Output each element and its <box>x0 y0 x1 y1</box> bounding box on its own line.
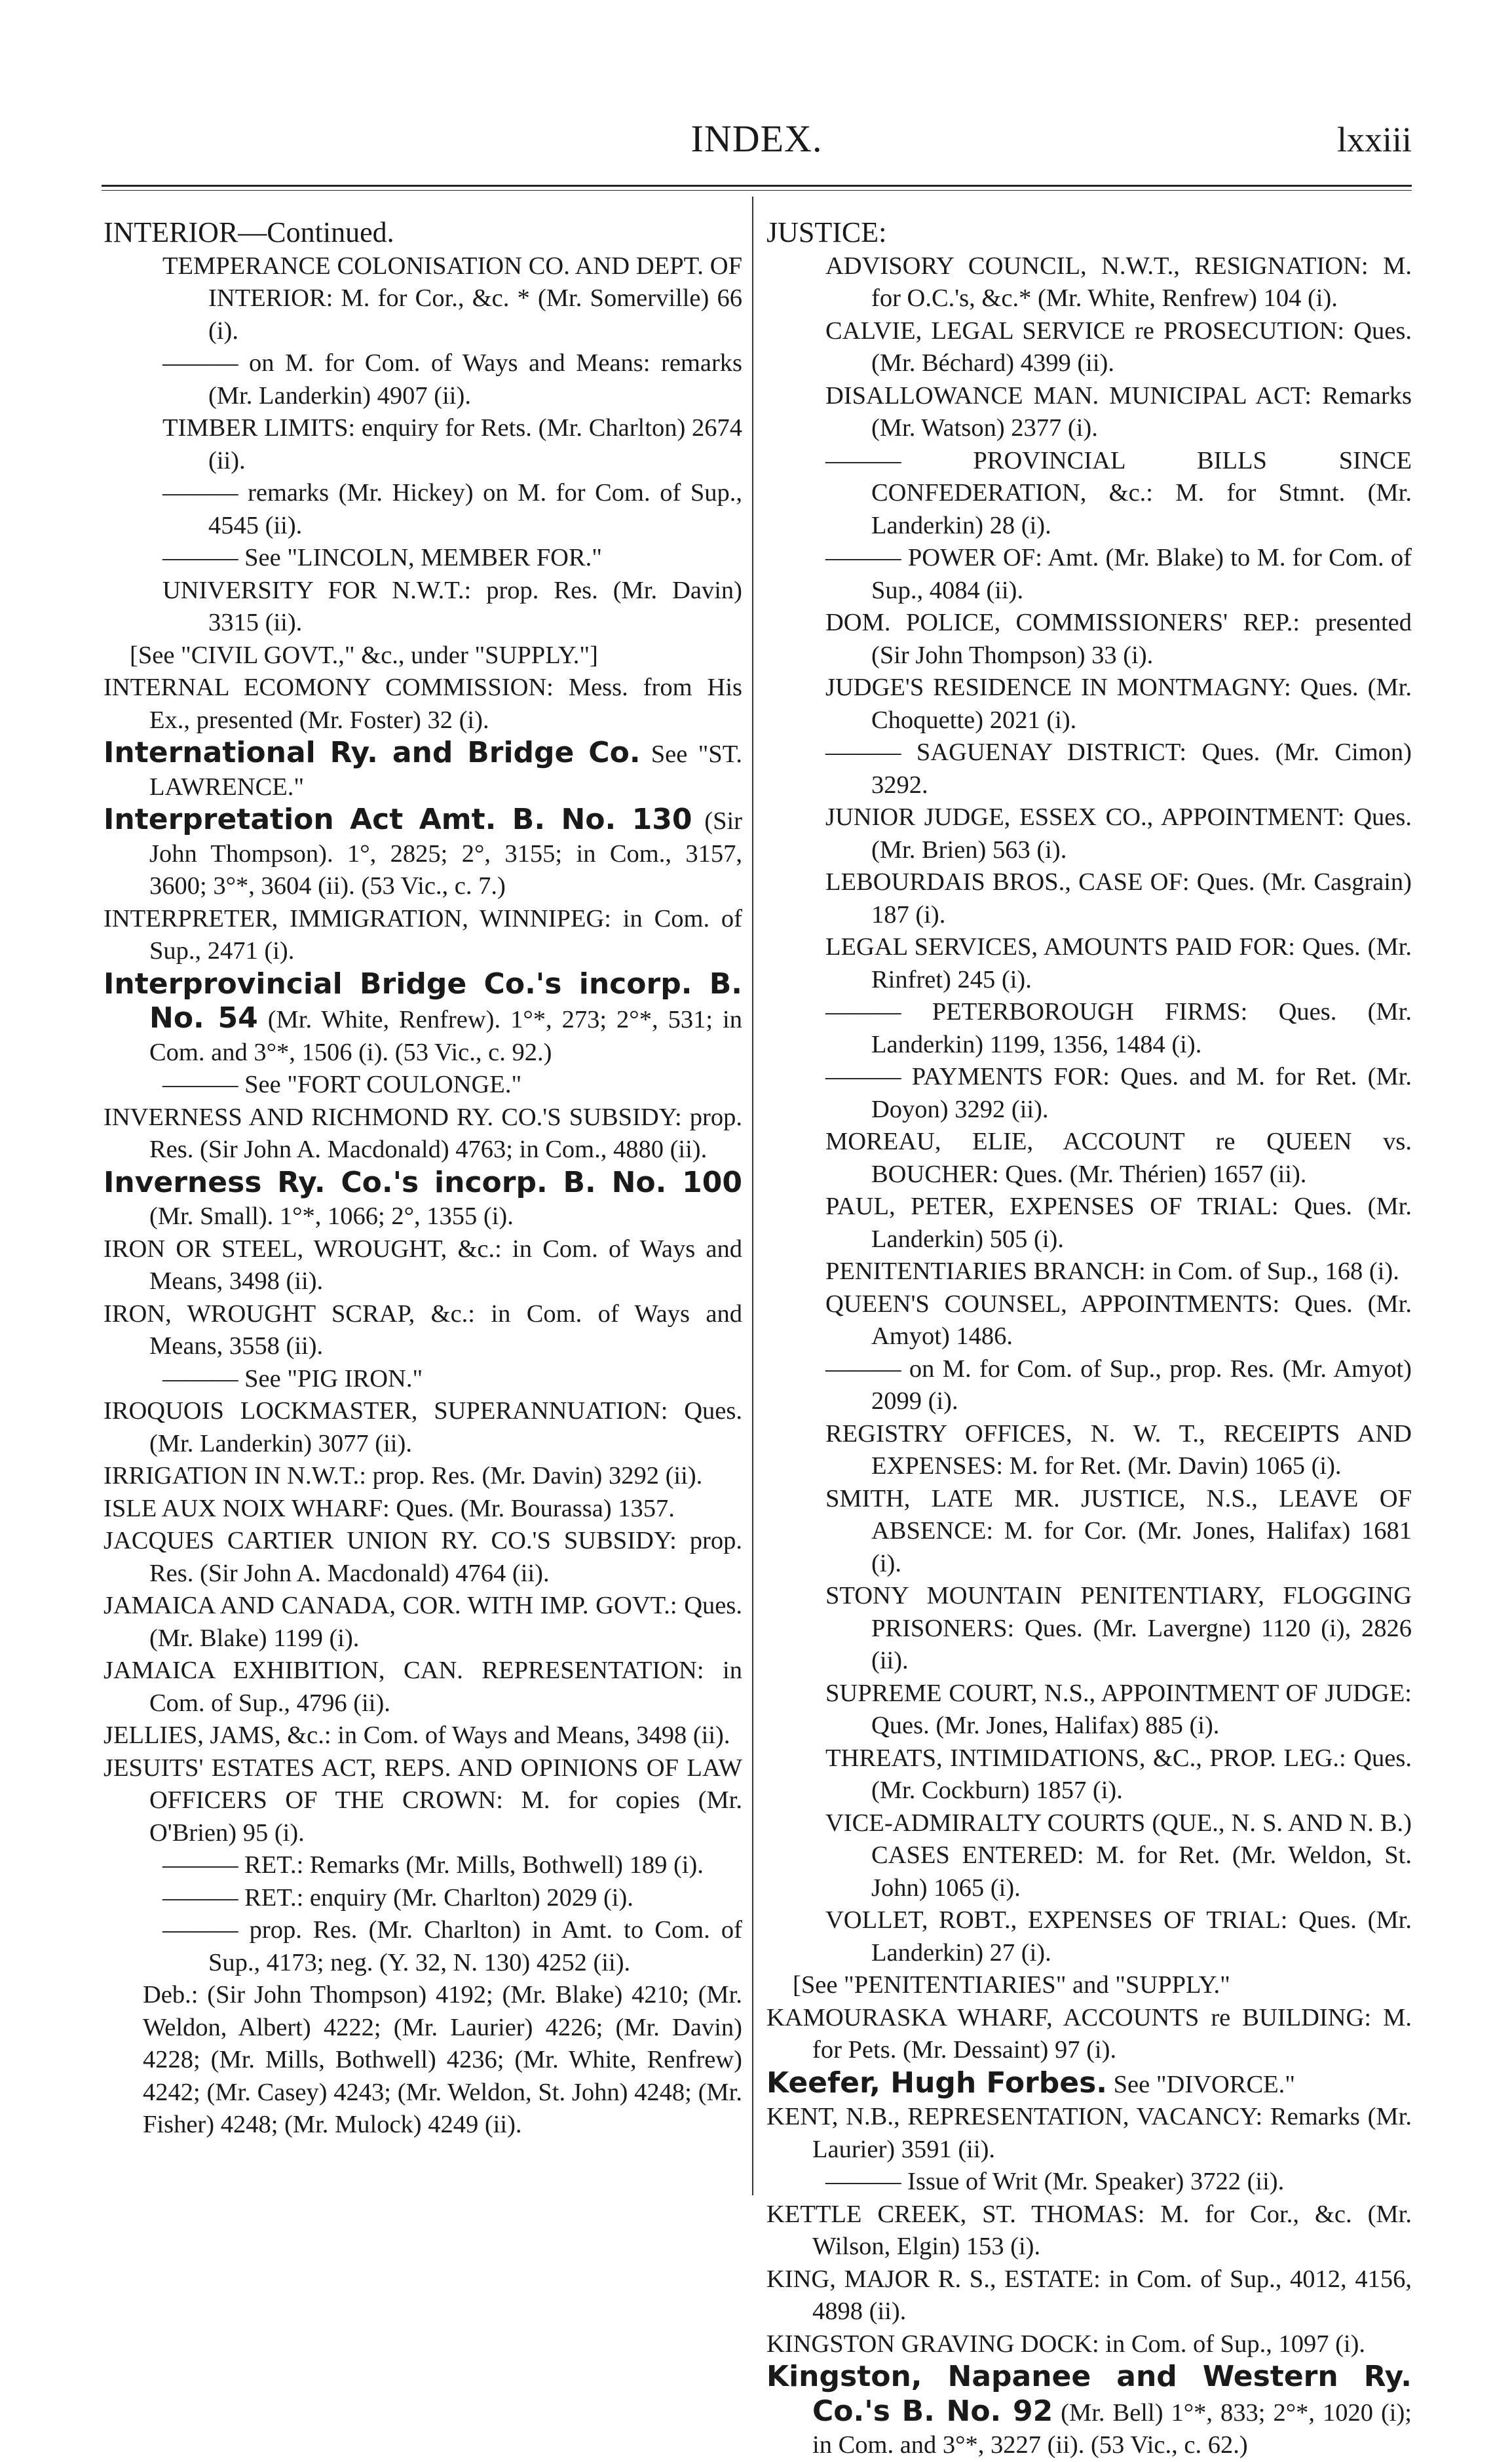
entry-text: INVERNESS AND RICHMOND RY. CO.'S SUBSIDY: prop. Res. (Sir John A. Macdonald) 4763; in Com., 4880 (ii). <box>104 1103 742 1163</box>
bill-title: Keefer, Hugh Forbes. <box>766 2066 1107 2100</box>
index-subentry <box>766 445 1412 543</box>
entry-text: ——— See "FORT COULONGE." <box>162 1071 522 1098</box>
index-subentry <box>766 607 1412 672</box>
entry-text: [See "CIVIL GOVT.," &c., under "SUPPLY."] <box>130 641 598 669</box>
entry-text: SUPREME COURT, N.S., APPOINTMENT OF JUDGE: Ques. (Mr. Jones, Halifax) 885 (i). <box>825 1679 1412 1739</box>
entry-text: LEGAL SERVICES, AMOUNTS PAID FOR: Ques. (Mr. Rinfret) 245 (i). <box>825 933 1412 993</box>
entry-text: PAUL, PETER, EXPENSES OF TRIAL: Ques. (Mr. Landerkin) 505 (i). <box>825 1193 1412 1253</box>
index-entry <box>104 1720 742 1752</box>
bill-title: Interpretation Act Amt. B. No. 130 <box>104 803 692 836</box>
index-subentry <box>766 1742 1412 1807</box>
index-entry <box>766 2002 1412 2067</box>
index-subentry <box>766 1580 1412 1678</box>
entry-text: INTERIOR—Continued. <box>104 216 394 248</box>
entry-text: JAMAICA AND CANADA, COR. WITH IMP. GOVT.: Ques. (Mr. Blake) 1199 (i). <box>104 1592 742 1652</box>
index-entry <box>104 1298 742 1363</box>
entry-text: ——— prop. Res. (Mr. Charlton) in Amt. to Com. of Sup., 4173; neg. (Y. 32, N. 130) 4252 (ii). <box>162 1916 742 1976</box>
entry-text: STONY MOUNTAIN PENITENTIARY, FLOGGING PRISONERS: Ques. (Mr. Lavergne) 1120 (i), 2826 (ii). <box>825 1582 1412 1674</box>
entry-text: VICE-ADMIRALTY COURTS (QUE., N. S. AND N. B.) CASES ENTERED: M. for Ret. (Mr. Weldon, St. John) 1065 (i). <box>825 1809 1412 1902</box>
page-title: INDEX. <box>690 117 823 160</box>
index-subentry <box>766 1256 1412 1288</box>
index-subentry <box>766 1191 1412 1256</box>
entry-text: ——— POWER OF: Amt. (Mr. Blake) to M. for Com. of Sup., 4084 (ii). <box>825 544 1412 604</box>
index-entry <box>104 803 742 903</box>
entry-text: ——— RET.: enquiry (Mr. Charlton) 2029 (i). <box>162 1883 633 1912</box>
entry-text: (Sir John Thompson). 1°, 2825; 2°, 3155; in Com., 3157, 3600; 3°*, 3604 (ii). (53 Vic., c. 7.) <box>149 807 742 900</box>
entry-text: QUEEN'S COUNSEL, APPOINTMENTS: Ques. (Mr. Amyot) 1486. <box>825 1290 1412 1350</box>
entry-text: JUNIOR JUDGE, ESSEX CO., APPOINTMENT: Ques. (Mr. Brien) 563 (i). <box>825 803 1412 864</box>
entry-text: DISALLOWANCE MAN. MUNICIPAL ACT: Remarks (Mr. Watson) 2377 (i). <box>825 381 1412 442</box>
index-entry <box>766 2328 1412 2361</box>
index-subentry <box>766 250 1412 315</box>
index-entry <box>104 1590 742 1655</box>
page-number: lxxiii <box>1336 120 1412 159</box>
index-subentry <box>766 1353 1412 1418</box>
entry-text: ——— on M. for Com. of Ways and Means: remarks (Mr. Landerkin) 4907 (ii). <box>162 349 742 410</box>
entry-text: PENITENTIARIES BRANCH: in Com. of Sup., 168 (i). <box>825 1258 1399 1285</box>
cross-reference <box>766 1969 1412 2002</box>
index-subentry <box>104 1363 742 1396</box>
column-divider <box>752 197 753 2195</box>
index-subentry <box>766 801 1412 866</box>
entry-text: ——— PROVINCIAL BILLS SINCE CONFEDERATION, &c.: M. for Stmnt. (Mr. Landerkin) 28 (i). <box>825 446 1412 539</box>
entry-text: INTERPRETER, IMMIGRATION, WINNIPEG: in Com. of Sup., 2471 (i). <box>104 904 742 965</box>
entry-text: TEMPERANCE COLONISATION CO. AND DEPT. OF INTERIOR: M. for Cor., &c. * (Mr. Somerville) 66 (i). <box>162 252 742 345</box>
cross-reference <box>104 640 742 672</box>
index-subentry <box>104 542 742 575</box>
entry-text: JUSTICE: <box>766 216 887 248</box>
index-subentry <box>104 575 742 640</box>
entry-text: (Mr. Bell) 1°*, 833; 2°*, 1020 (i); in Com. and 3°*, 3227 (ii). (53 Vic., c. 62.) <box>812 2398 1412 2459</box>
index-subentry <box>104 477 742 542</box>
entry-text: ——— Issue of Writ (Mr. Speaker) 3722 (ii). <box>825 2168 1285 2195</box>
entry-text: UNIVERSITY FOR N.W.T.: prop. Res. (Mr. Davin) 3315 (ii). <box>162 576 742 636</box>
entry-text: KAMOURASKA WHARF, ACCOUNTS re BUILDING: M. for Pets. (Mr. Dessaint) 97 (i). <box>766 2003 1412 2064</box>
index-subentry <box>766 1288 1412 1353</box>
index-entry <box>766 2360 1412 2462</box>
index-subentry <box>104 1069 742 1102</box>
index-subentry <box>766 996 1412 1061</box>
index-entry <box>104 1655 742 1720</box>
entry-text: See "ST. LAWRENCE." <box>149 741 742 801</box>
entry-text: VOLLET, ROBT., EXPENSES OF TRIAL: Ques. (Mr. Landerkin) 27 (i). <box>825 1906 1412 1967</box>
section-heading <box>766 216 1412 249</box>
index-entry <box>104 1460 742 1493</box>
entry-text: ISLE AUX NOIX WHARF: Ques. (Mr. Bourassa) 1357. <box>104 1494 675 1522</box>
entry-text: TIMBER LIMITS: enquiry for Rets. (Mr. Charlton) 2674 (ii). <box>162 414 742 474</box>
index-subentry <box>766 1904 1412 1969</box>
index-entry <box>104 672 742 737</box>
entry-text: IRON OR STEEL, WROUGHT, &c.: in Com. of Ways and Means, 3498 (ii). <box>104 1235 742 1295</box>
entry-text: JESUITS' ESTATES ACT, REPS. AND OPINIONS OF LAW OFFICERS OF THE CROWN: M. for copies (Mr. O'Brien) 95 (i). <box>104 1754 742 1847</box>
index-entry <box>104 1525 742 1590</box>
entry-text: ——— on M. for Com. of Sup., prop. Res. (Mr. Amyot) 2099 (i). <box>825 1355 1412 1415</box>
bill-title: Kingston, Napanee and Western Ry. Co.'s B. No. 92 <box>766 2360 1412 2428</box>
entry-text: [See "PENITENTIARIES" and "SUPPLY." <box>793 1971 1230 1999</box>
entry-text: JAMAICA EXHIBITION, CAN. REPRESENTATION: in Com. of Sup., 4796 (ii). <box>104 1657 742 1717</box>
index-entry <box>766 2067 1412 2102</box>
entry-text: ——— RET.: Remarks (Mr. Mills, Bothwell) 189 (i). <box>162 1851 704 1879</box>
index-entry <box>766 2263 1412 2328</box>
index-subentry <box>766 1678 1412 1742</box>
index-subentry <box>766 672 1412 737</box>
entry-text: Deb.: (Sir John Thompson) 4192; (Mr. Blake) 4210; (Mr. Weldon, Albert) 4222; (Mr. Laurier) 4226; (Mr. Davin) 4228; (Mr. Mills, Bothwell) 4236; (Mr. White, Renfrew) 4242; (Mr. Casey) 4243; (Mr. Weldon, St. John) 4248; (Mr. Fisher) 4248; (Mr. Mulock) 4249 (ii). <box>143 1981 742 2138</box>
right-column <box>766 216 1412 2462</box>
entry-text: ——— See "PIG IRON." <box>162 1364 423 1393</box>
index-entry <box>104 1752 742 1850</box>
entry-text: INTERNAL ECOMONY COMMISSION: Mess. from His Ex., presented (Mr. Foster) 32 (i). <box>104 674 742 734</box>
entry-text: REGISTRY OFFICES, N. W. T., RECEIPTS AND EXPENSES: M. for Ret. (Mr. Davin) 1065 (i). <box>825 1419 1412 1480</box>
entry-text: (Mr. White, Renfrew). 1°*, 273; 2°*, 531; in Com. and 3°*, 1506 (i). (53 Vic., c. 92.) <box>149 1006 742 1066</box>
index-subentry <box>104 1914 742 1979</box>
index-subentry <box>104 250 742 348</box>
header-rule <box>102 185 1412 187</box>
index-subentry <box>766 866 1412 931</box>
index-subentry <box>766 1418 1412 1483</box>
page-header <box>102 105 1412 177</box>
entry-text: KING, MAJOR R. S., ESTATE: in Com. of Sup., 4012, 4156, 4898 (ii). <box>766 2265 1412 2325</box>
index-subentry <box>766 542 1412 607</box>
left-column <box>104 216 742 2142</box>
entry-text: ——— See "LINCOLN, MEMBER FOR." <box>162 544 602 571</box>
index-entry <box>766 2101 1412 2166</box>
index-subentry <box>766 737 1412 801</box>
index-subentry <box>766 1061 1412 1126</box>
index-subentry <box>104 1882 742 1915</box>
entry-text: JELLIES, JAMS, &c.: in Com. of Ways and Means, 3498 (ii). <box>104 1721 730 1749</box>
debate-list <box>104 1979 742 2142</box>
bill-title: Inverness Ry. Co.'s incorp. B. No. 100 <box>104 1165 742 1199</box>
entry-text: KENT, N.B., REPRESENTATION, VACANCY: Remarks (Mr. Laurier) 3591 (ii). <box>766 2103 1412 2163</box>
index-entry <box>104 1493 742 1526</box>
entry-text: ADVISORY COUNCIL, N.W.T., RESIGNATION: M. for O.C.'s, &c.* (Mr. White, Renfrew) 104 (i). <box>825 252 1412 312</box>
entry-text: (Mr. Small). 1°*, 1066; 2°, 1355 (i). <box>149 1202 514 1230</box>
entry-text: JACQUES CARTIER UNION RY. CO.'S SUBSIDY: prop. Res. (Sir John A. Macdonald) 4764 (ii). <box>104 1527 742 1587</box>
index-entry <box>104 1166 742 1233</box>
entry-text: CALVIE, LEGAL SERVICE re PROSECUTION: Ques. (Mr. Béchard) 4399 (ii). <box>825 317 1412 377</box>
entry-text: IRON, WROUGHT SCRAP, &c.: in Com. of Ways and Means, 3558 (ii). <box>104 1299 742 1360</box>
index-subentry <box>766 1807 1412 1905</box>
index-entry <box>104 737 742 803</box>
entry-text: See "DIVORCE." <box>1107 2070 1296 2098</box>
entry-text: IROQUOIS LOCKMASTER, SUPERANNUATION: Ques. (Mr. Landerkin) 3077 (ii). <box>104 1397 742 1457</box>
index-entry <box>766 2199 1412 2263</box>
index-subentry <box>766 315 1412 380</box>
entry-text: MOREAU, ELIE, ACCOUNT re QUEEN vs. BOUCHER: Ques. (Mr. Thérien) 1657 (ii). <box>825 1128 1412 1188</box>
entry-text: LEBOURDAIS BROS., CASE OF: Ques. (Mr. Casgrain) 187 (i). <box>825 868 1412 929</box>
bill-title: Interprovincial Bridge Co.'s incorp. B. No. 54 <box>104 967 742 1035</box>
entry-text: THREATS, INTIMIDATIONS, &C., PROP. LEG.: Ques. (Mr. Cockburn) 1857 (i). <box>825 1744 1412 1804</box>
index-entry <box>104 1395 742 1460</box>
index-subentry <box>766 2166 1412 2199</box>
index-subentry <box>766 931 1412 996</box>
index-subentry <box>766 1126 1412 1191</box>
index-subentry <box>104 347 742 412</box>
index-entry <box>104 903 742 968</box>
index-subentry <box>104 1849 742 1882</box>
index-subentry <box>104 412 742 477</box>
entry-text: IRRIGATION IN N.W.T.: prop. Res. (Mr. Davin) 3292 (ii). <box>104 1462 703 1490</box>
section-heading <box>104 216 742 249</box>
entry-text: ——— PETERBOROUGH FIRMS: Ques. (Mr. Landerkin) 1199, 1356, 1484 (i). <box>825 998 1412 1058</box>
entry-text: KETTLE CREEK, ST. THOMAS: M. for Cor., &c. (Mr. Wilson, Elgin) 153 (i). <box>766 2200 1412 2260</box>
entry-text: ——— PAYMENTS FOR: Ques. and M. for Ret. (Mr. Doyon) 3292 (ii). <box>825 1063 1412 1123</box>
index-entry <box>104 968 742 1069</box>
header-rule-thin <box>102 190 1412 191</box>
index-subentry <box>766 380 1412 445</box>
entry-text: JUDGE'S RESIDENCE IN MONTMAGNY: Ques. (Mr. Choquette) 2021 (i). <box>825 674 1412 734</box>
index-subentry <box>766 1483 1412 1581</box>
bill-title: International Ry. and Bridge Co. <box>104 736 641 769</box>
entry-text: SMITH, LATE MR. JUSTICE, N.S., LEAVE OF ABSENCE: M. for Cor. (Mr. Jones, Halifax) 1681 (i). <box>825 1484 1412 1577</box>
entry-text: DOM. POLICE, COMMISSIONERS' REP.: presented (Sir John Thompson) 33 (i). <box>825 609 1412 669</box>
entry-text: ——— SAGUENAY DISTRICT: Ques. (Mr. Cimon) 3292. <box>825 739 1412 799</box>
index-entry <box>104 1102 742 1166</box>
entry-text: KINGSTON GRAVING DOCK: in Com. of Sup., 1097 (i). <box>766 2330 1366 2358</box>
entry-text: ——— remarks (Mr. Hickey) on M. for Com. of Sup., 4545 (ii). <box>162 479 742 539</box>
index-entry <box>104 1233 742 1298</box>
